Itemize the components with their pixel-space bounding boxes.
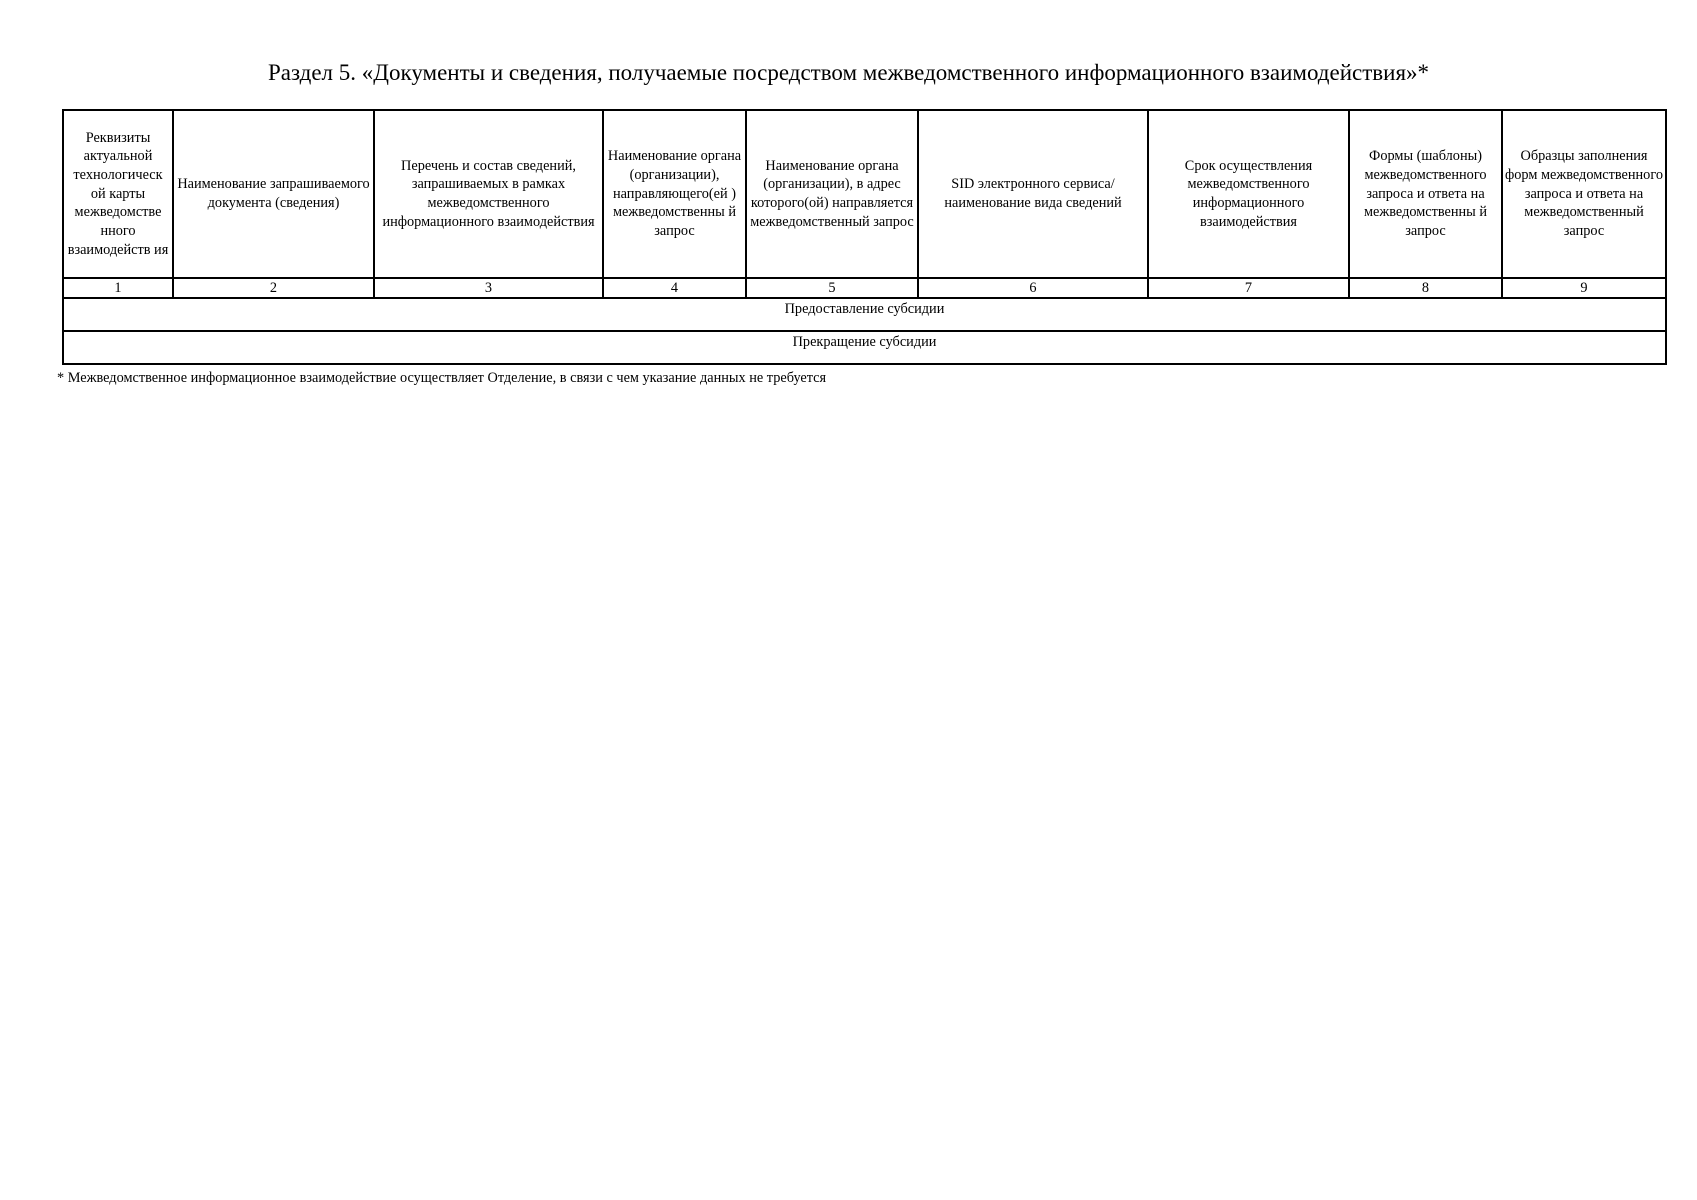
header-cell-request-forms: Формы (шаблоны) межведомственного запроса и ответа на межведомственны й запрос	[1349, 110, 1502, 278]
column-number: 6	[918, 278, 1148, 298]
column-number: 4	[603, 278, 746, 298]
header-cell-receiving-body: Наименование органа (организации), в адрес которого(ой) направляется межведомственный запрос	[746, 110, 918, 278]
section-title: Раздел 5. «Документы и сведения, получаемые посредством межведомственного информационного взаимодействия»*	[267, 60, 1430, 85]
column-number: 7	[1148, 278, 1349, 298]
header-cell-document-name: Наименование запрашиваемого документа (сведения)	[173, 110, 374, 278]
column-number: 8	[1349, 278, 1502, 298]
header-cell-requesting-body: Наименование органа (организации), направляющего(ей ) межведомственны й запрос	[603, 110, 746, 278]
column-number-row	[63, 278, 1666, 298]
table-row	[63, 331, 1666, 364]
column-number: 1	[63, 278, 173, 298]
header-cell-tech-card-details: Реквизиты актуальной технологическ ой карты межведомстве нного взаимодейств ия	[63, 110, 173, 278]
column-number: 2	[173, 278, 374, 298]
column-number: 9	[1502, 278, 1666, 298]
header-cell-form-samples: Образцы заполнения форм межведомственного запроса и ответа на межведомственный запрос	[1502, 110, 1666, 278]
header-cell-sid-service: SID электронного сервиса/ наименование вида сведений	[918, 110, 1148, 278]
column-number: 5	[746, 278, 918, 298]
header-cell-info-list: Перечень и состав сведений, запрашиваемых в рамках межведомственного информационного взаимодействия	[374, 110, 603, 278]
header-cell-interaction-term: Срок осуществления межведомственного информационного взаимодействия	[1148, 110, 1349, 278]
footnote: * Межведомственное информационное взаимодействие осуществляет Отделение, в связи с чем указание данных не требуется	[57, 370, 827, 386]
table-header-row	[63, 110, 1666, 278]
interagency-documents-table	[62, 109, 1667, 365]
table-row	[63, 298, 1666, 331]
column-number: 3	[374, 278, 603, 298]
section-heading-subsidy-termination: Прекращение субсидии	[63, 331, 1666, 364]
section-heading-subsidy-provision: Предоставление субсидии	[63, 298, 1666, 331]
